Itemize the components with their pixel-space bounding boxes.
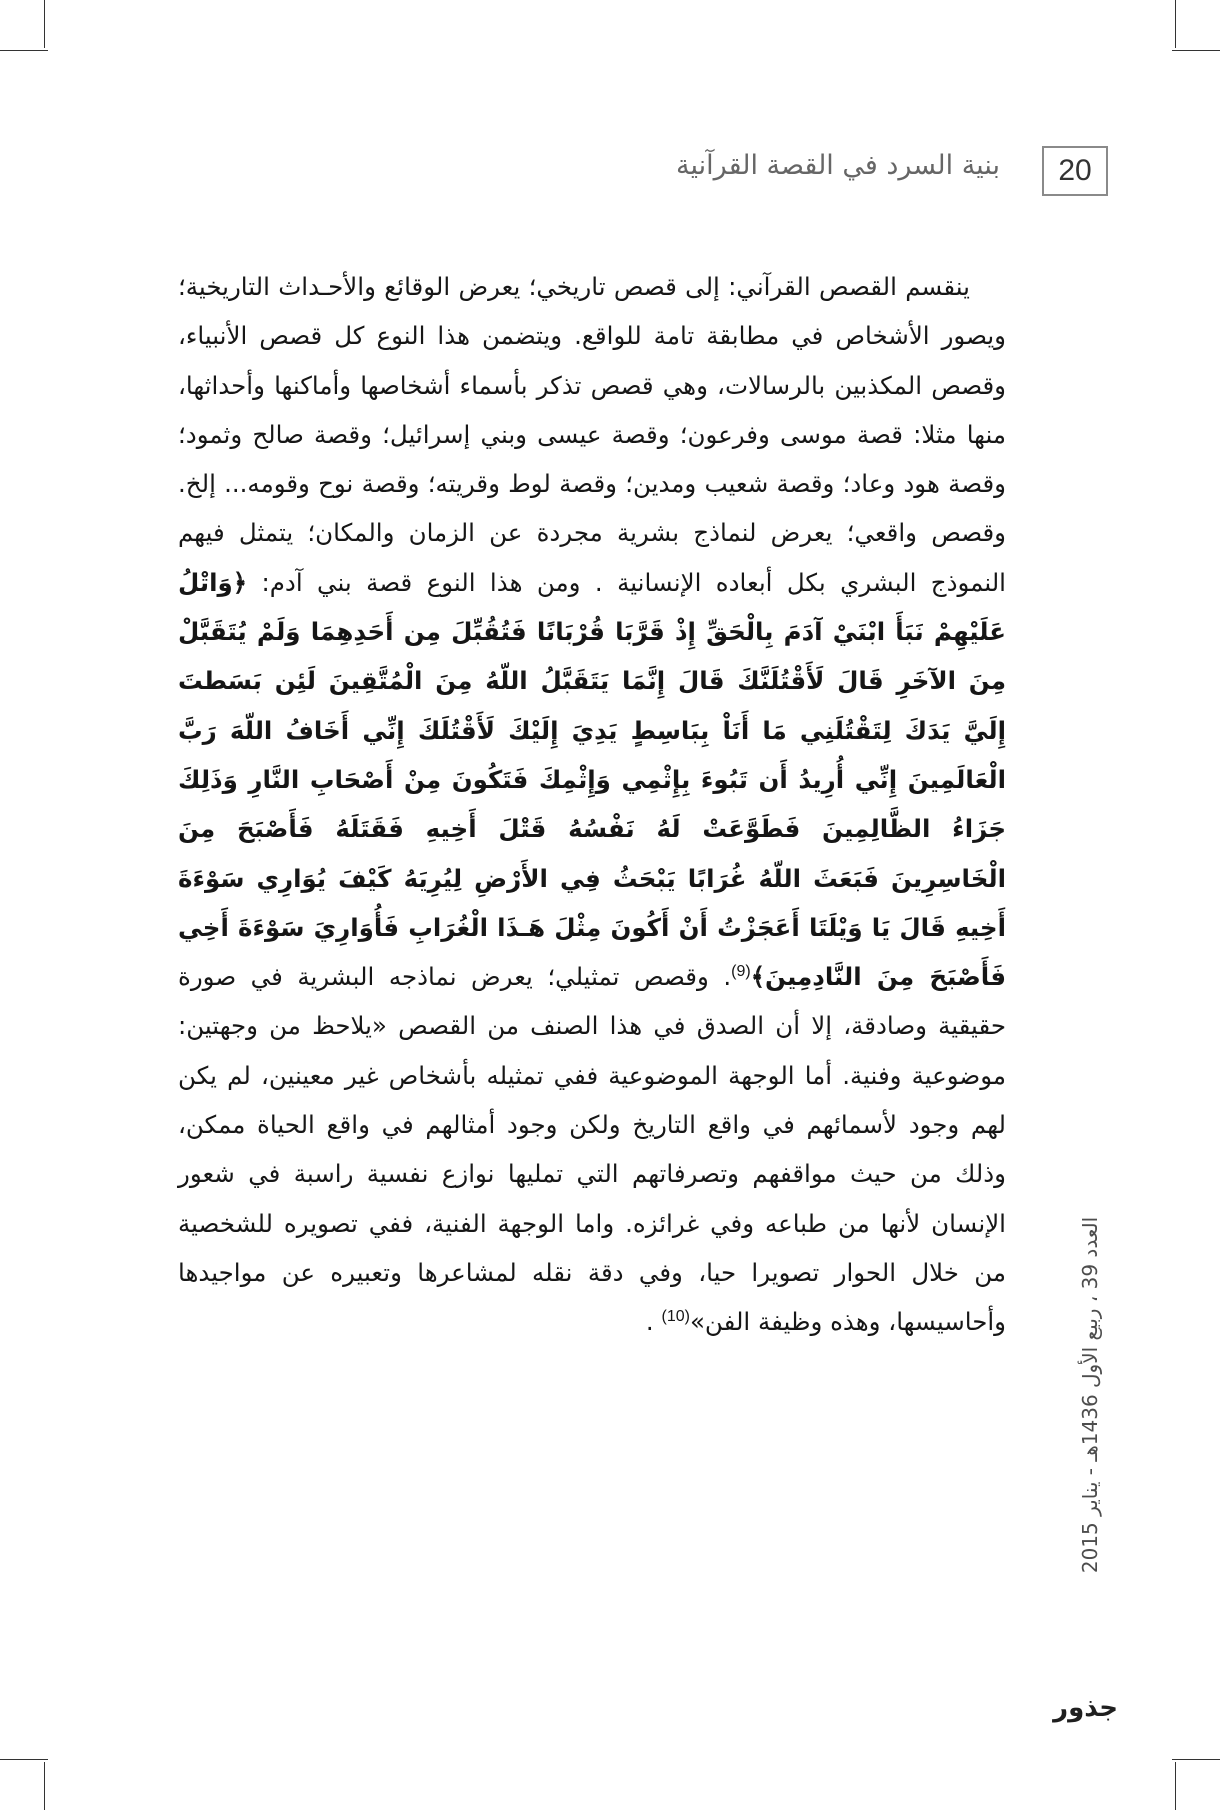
issue-info: العدد 39 ، ربيع الأول 1436هـ - يناير 2015: [1078, 1216, 1102, 1574]
crop-mark: [0, 1759, 48, 1760]
paragraph-text: ينقسم القصص القرآني: إلى قصص تاريخي؛ يعرض الوقائع والأحـداث التاريخية؛ ويصور الأشخاص في مطابقة تامة للواقع. ويتضمن هذا النوع كل قصص الأنبياء، وقصص المكذبين بالرسالات، وهي قصص تذكر بأسماء أشخاصها وأماكنها وأحداثها، منها مثلا: قصة موسى وفرعون؛ وقصة عيسى وبني إسرائيل؛ وقصة صالح وثمود؛ وقصة هود وعاد؛ وقصة شعيب ومدين؛ وقصة لوط وقريته؛ وقصة نوح وقومه... إلخ. وقصص واقعي؛ يعرض لنماذج بشرية مجردة عن الزمان والمكان؛ يتمثل فيهم النموذج البشري بكل أبعاده الإنسانية . ومن هذا النوع قصة بني آدم:: [178, 272, 1006, 597]
crop-mark: [44, 1762, 45, 1810]
running-title: بنية السرد في القصة القرآنية: [676, 150, 1000, 181]
closing-punctuation: .: [645, 1307, 662, 1337]
journal-logo: جذور: [1053, 1693, 1118, 1723]
crop-mark: [0, 50, 48, 51]
footnote-ref: (10): [661, 1308, 690, 1326]
paragraph: [178, 262, 1006, 1347]
footnote-ref: (9): [731, 963, 751, 980]
crop-mark: [1172, 1759, 1220, 1760]
page-number: 20: [1042, 146, 1108, 196]
issue-band: [1062, 1125, 1118, 1665]
crop-mark: [1175, 1762, 1176, 1810]
crop-mark: [1175, 0, 1176, 48]
quran-quote: ﴿وَاتْلُ عَلَيْهِمْ نَبَأَ ابْنَيْ آدَمَ بِالْحَقِّ إِذْ قَرَّبَا قُرْبَانًا فَتُقُبِّلَ مِن أَحَدِهِمَا وَلَمْ يُتَقَبَّلْ مِنَ الآخَرِ قَالَ لَأَقْتُلَنَّكَ قَالَ إِنَّمَا يَتَقَبَّلُ اللّهُ مِنَ الْمُتَّقِينَ لَئِن بَسَطتَ إِلَيَّ يَدَكَ لِتَقْتُلَنِي مَا أَنَاْ بِبَاسِطٍ يَدِيَ إِلَيْكَ لَأَقْتُلَكَ إِنِّي أَخَافُ اللّهَ رَبَّ الْعَالَمِينَ إِنِّي أُرِيدُ أَن تَبُوءَ بِإِثْمِي وَإِثْمِكَ فَتَكُونَ مِنْ أَصْحَابِ النَّارِ وَذَلِكَ جَزَاءُ الظَّالِمِينَ فَطَوَّعَتْ لَهُ نَفْسُهُ قَتْلَ أَخِيهِ فَقَتَلَهُ فَأَصْبَحَ مِنَ الْخَاسِرِينَ فَبَعَثَ اللّهُ غُرَابًا يَبْحَثُ فِي الأَرْضِ لِيُرِيَهُ كَيْفَ يُوَارِي سَوْءَةَ أَخِيهِ قَالَ يَا وَيْلَتَا أَعَجَزْتُ أَنْ أَكُونَ مِثْلَ هَـذَا الْغُرَابِ فَأُوَارِيَ سَوْءَةَ أَخِي فَأَصْبَحَ مِنَ النَّادِمِينَ﴾: [178, 567, 1006, 992]
paragraph-text: . وقصص تمثيلي؛ يعرض نماذجه البشرية في صورة حقيقية وصادقة، إلا أن الصدق في هذا الصنف من القصص «يلاحظ من وجهتين: موضوعية وفنية. أما الوجهة الموضوعية ففي تمثيله بأشخاص غير معينين، لم يكن لهم وجود لأسمائهم في واقع التاريخ ولكن وجود أمثالهم في واقع الحياة ممكن، وذلك من حيث مواقفهم وتصرفاتهم التي تمليها نوازع نفسية راسبة في شعور الإنسان لأنها من طباعه وفي غرائزه. واما الوجهة الفنية، ففي تصويره للشخصية من خلال الحوار تصويرا حيا، وفي دقة نقله لمشاعرها وتعبيره عن مواجيدها وأحاسيسها، وهذه وظيفة الفن»: [178, 962, 1006, 1337]
crop-mark: [44, 0, 45, 48]
crop-mark: [1172, 50, 1220, 51]
body-text: [178, 262, 1006, 1347]
